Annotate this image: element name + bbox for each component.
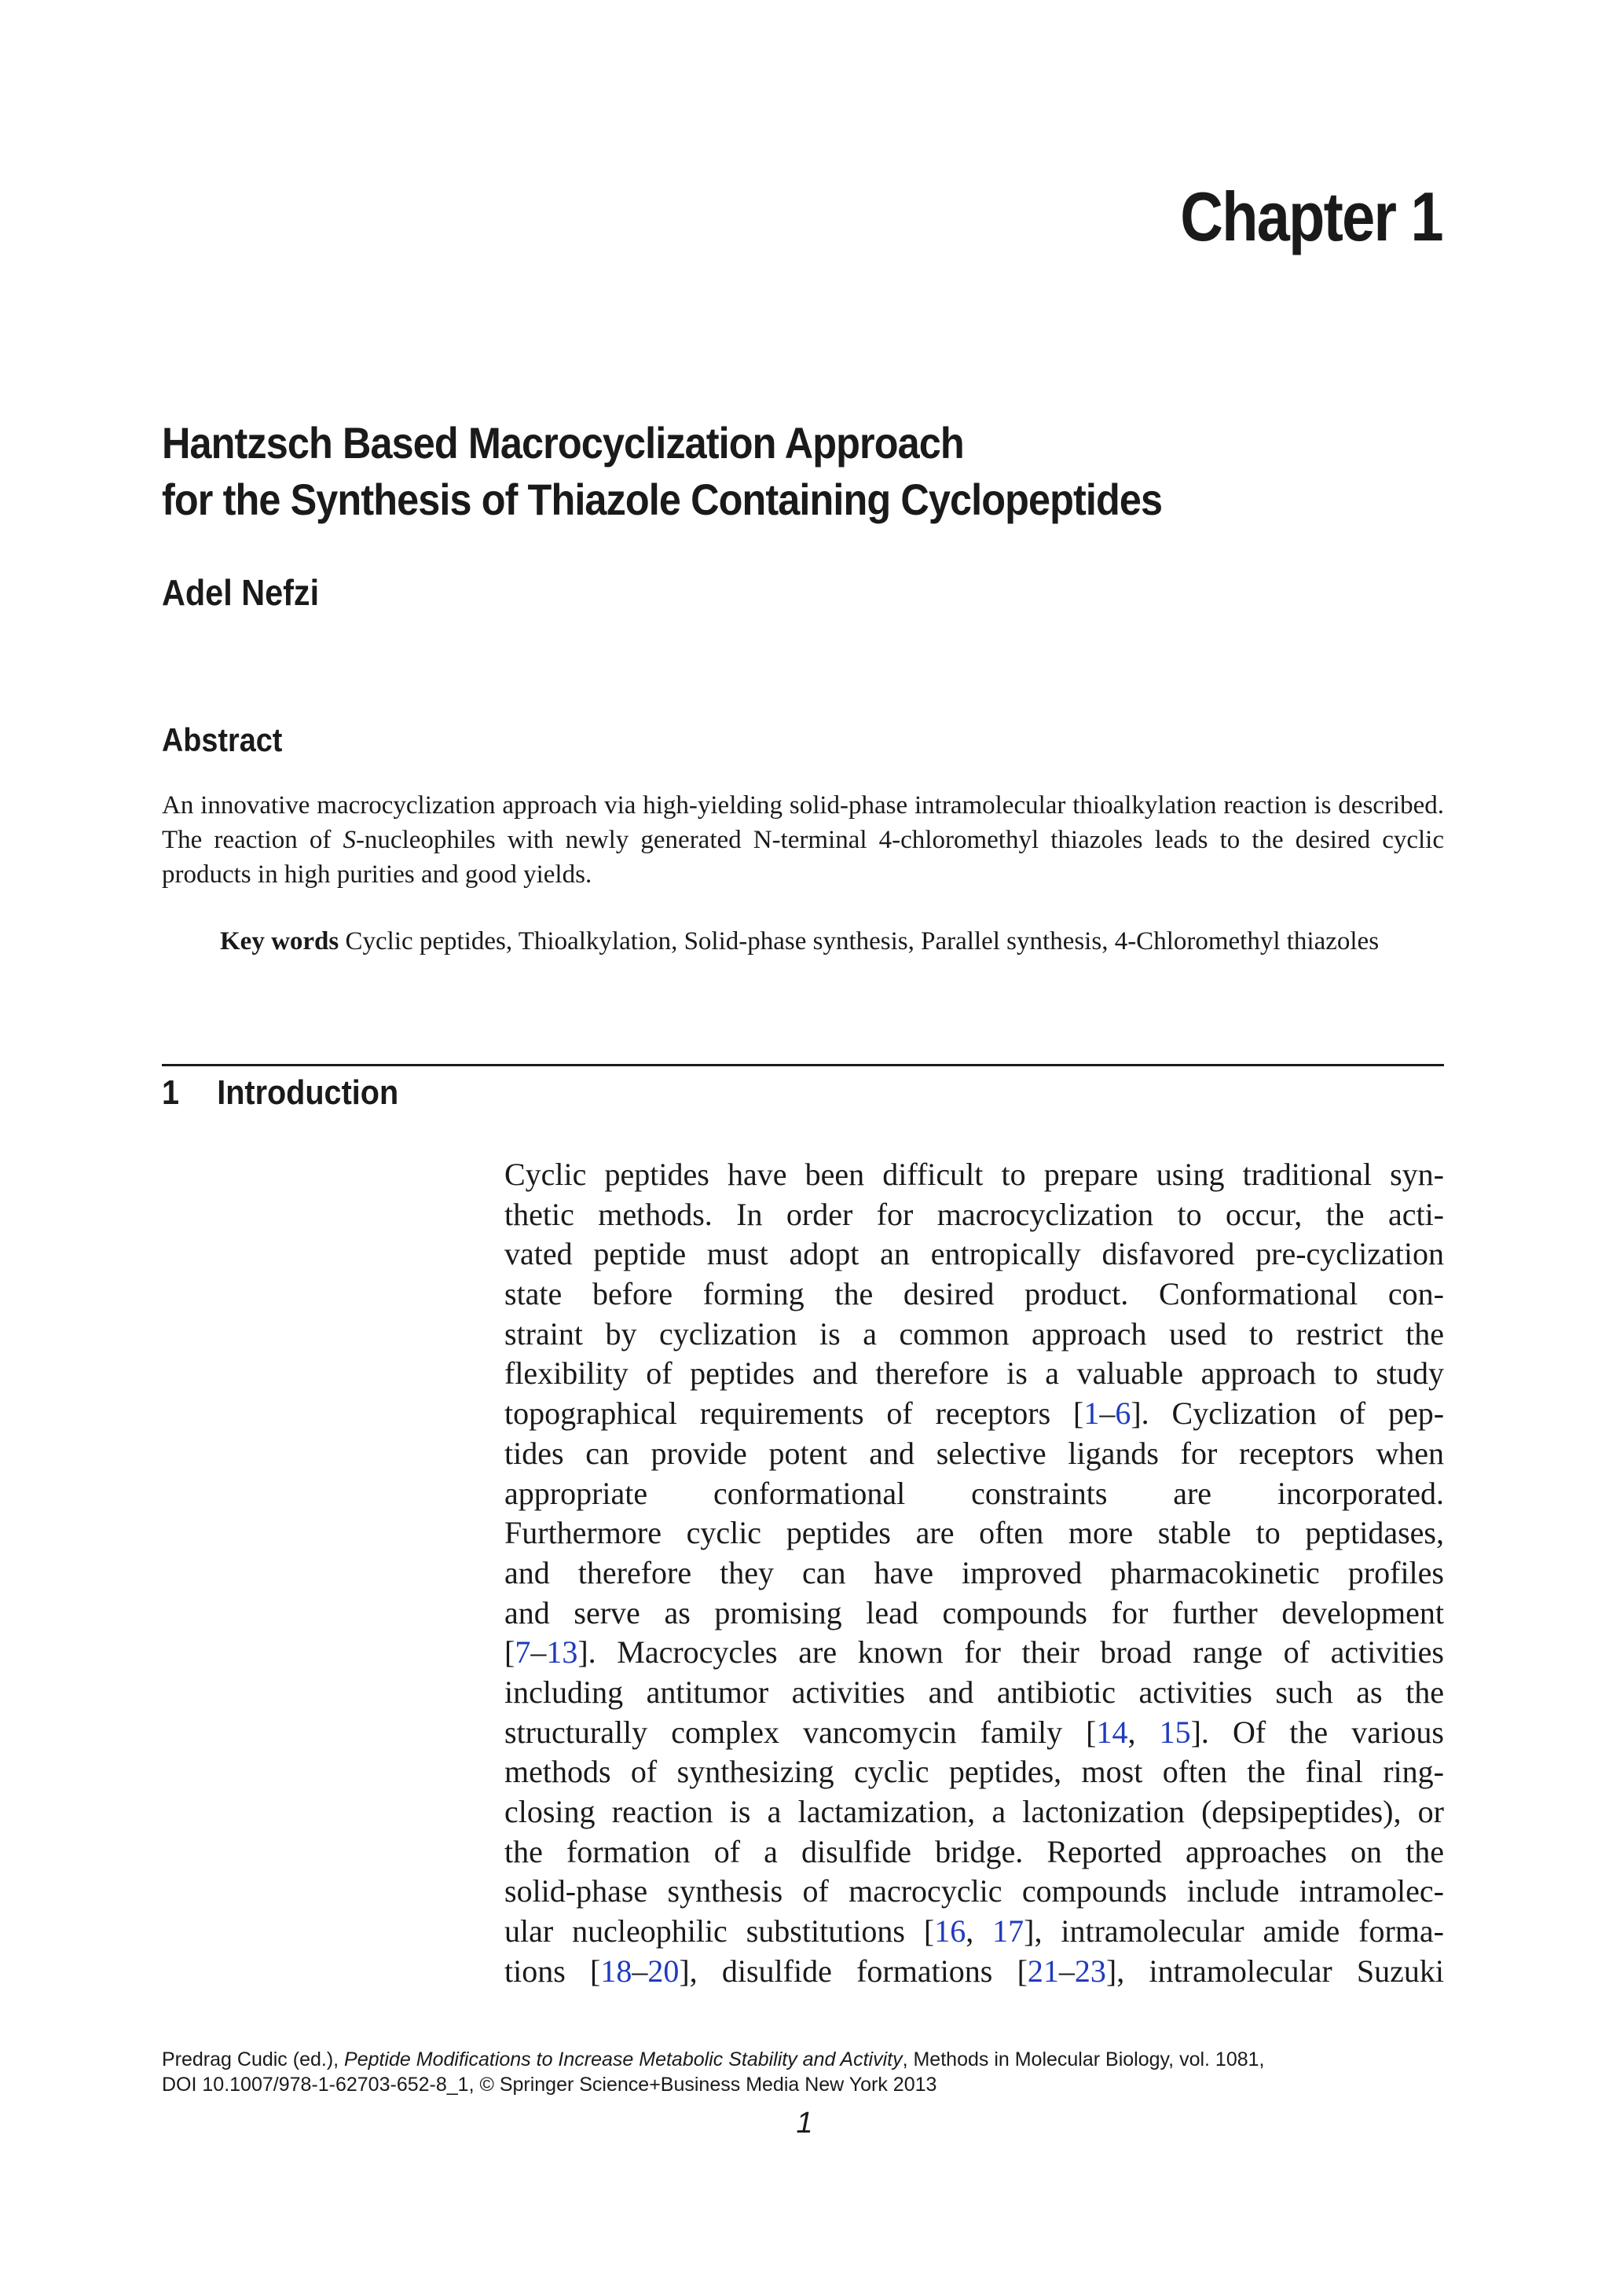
intro-line: Cyclic peptides have been difficult to prepare using traditional syn- [504,1157,1444,1192]
intro-line: state before forming the desired product. Conformational con- [504,1276,1444,1312]
section-number: 1 [162,1073,180,1112]
citation-footer [162,2047,1450,2097]
intro-line: methods of synthesizing cyclic peptides, most often the final ring- [504,1754,1444,1790]
author-name: Adel Nefzi [162,572,320,613]
reference-link[interactable]: 23 [1074,1953,1106,1989]
intro-line: the formation of a disulfide bridge. Reported approaches on the [504,1833,1444,1869]
reference-link[interactable]: 6 [1115,1396,1131,1432]
chapter-title [162,415,1162,528]
intro-line: flexibility of peptides and therefore is a valuable approach to study [504,1355,1444,1392]
abstract-text-part-1: An innovative macrocyclization approach via high-yielding solid-phase intramolecular thioalkylation reaction is described. The reaction of [162,791,1444,854]
intro-line: tides can provide potent and selective ligands for receptors when [504,1435,1444,1471]
page-number: 1 [796,2107,813,2140]
keywords-text: Cyclic peptides, Thioalkylation, Solid-phase synthesis, Parallel synthesis, 4-Chloromethyl thiazoles [345,927,1380,955]
keywords-label: Key words [220,927,339,955]
reference-link[interactable]: 7 [515,1634,531,1671]
chapter-label: Chapter 1 [1180,178,1442,255]
abstract-text [162,788,1444,892]
reference-link[interactable]: 21 [1027,1953,1059,1989]
intro-line: tions [18–20], disulfide formations [21–23], intramolecular Suzuki [504,1953,1445,1989]
chapter-title-line-1: Hantzsch Based Macrocyclization Approach [162,418,964,468]
intro-line: appropriate conformational constraints are incorporated. [504,1475,1444,1511]
intro-line: [7–13]. Macrocycles are known for their broad range of activities [504,1634,1444,1671]
intro-line: thetic methods. In order for macrocyclization to occur, the acti- [504,1196,1444,1232]
intro-line: closing reaction is a lactamization, a lactonization (depsipeptides), or [504,1794,1444,1829]
intro-line: structurally complex vancomycin family [14, 15]. Of the various [504,1714,1444,1750]
section-heading [162,1073,398,1114]
abstract-text-part-2: -nucleophiles with newly generated N-terminal 4-chloromethyl thiazoles leads to the desired cyclic products in high purities and good yields. [162,826,1444,889]
section-divider [162,1064,1444,1066]
reference-link[interactable]: 13 [546,1634,578,1671]
intro-line: topographical requirements of receptors [1–6]. Cyclization of pep- [504,1396,1445,1432]
reference-link[interactable]: 16 [934,1913,966,1949]
keywords [220,923,1444,959]
reference-link[interactable]: 20 [647,1953,680,1989]
chapter-title-line-2: for the Synthesis of Thiazole Containing Cyclopeptides [162,475,1163,524]
citation-line-2: DOI 10.1007/978-1-62703-652-8_1, © Springer Science+Business Media New York 2013 [162,2074,937,2096]
intro-line: vated peptide must adopt an entropically disfavored pre-cyclization [504,1236,1444,1272]
intro-line: including antitumor activities and antibiotic activities such as the [504,1674,1444,1710]
intro-line: ular nucleophilic substitutions [16, 17], intramolecular amide forma- [504,1913,1445,1949]
intro-line: and serve as promising lead compounds for further development [504,1594,1444,1630]
intro-line: straint by cyclization is a common approach used to restrict the [504,1315,1444,1352]
reference-link[interactable]: 17 [992,1913,1024,1949]
citation-line-1 [162,2047,1450,2072]
reference-link[interactable]: 15 [1159,1714,1191,1750]
reference-link[interactable]: 14 [1096,1714,1128,1750]
citation-series: , Methods in Molecular Biology, vol. 1081, [902,2048,1265,2070]
citation-editor: Predrag Cudic (ed.), [162,2048,345,2070]
introduction-body [504,1155,1444,1991]
reference-link[interactable]: 1 [1083,1396,1100,1432]
intro-line: and therefore they can have improved pharmacokinetic profiles [504,1554,1444,1590]
section-title: Introduction [217,1073,399,1112]
citation-book-title: Peptide Modifications to Increase Metabolic Stability and Activity [344,2048,903,2070]
abstract-heading: Abstract [162,721,283,758]
reference-link[interactable]: 18 [600,1953,632,1989]
intro-line: solid-phase synthesis of macrocyclic compounds include intramolec- [504,1873,1444,1909]
abstract-italic-s: S [343,826,356,854]
intro-line: Furthermore cyclic peptides are often more stable to peptidases, [504,1515,1444,1551]
